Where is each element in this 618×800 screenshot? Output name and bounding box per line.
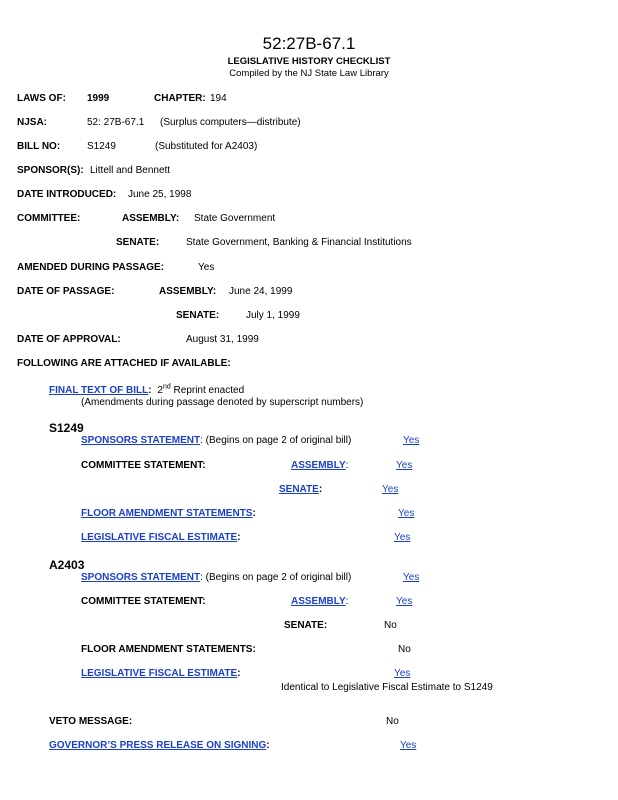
final-text-colon: : xyxy=(148,385,152,396)
committee-senate-value: State Government, Banking & Financial Institutions xyxy=(186,237,412,248)
s1249-fiscal-estimate-link[interactable]: LEGISLATIVE FISCAL ESTIMATE xyxy=(81,532,238,543)
s1249-fiscal-colon: : xyxy=(237,532,241,543)
reprint-text: Reprint enacted xyxy=(173,385,245,396)
a2403-heading: A2403 xyxy=(49,558,85,572)
date-introduced-value: June 25, 1998 xyxy=(128,189,192,200)
committee-label: COMMITTEE: xyxy=(17,213,81,224)
a2403-sponsors-note: : (Begins on page 2 of original bill) xyxy=(200,572,352,583)
a2403-assembly-yes-link[interactable]: Yes xyxy=(396,596,413,607)
s1249-floor-yes-link[interactable]: Yes xyxy=(398,508,415,519)
a2403-sponsors-statement-link[interactable]: SPONSORS STATEMENT xyxy=(81,572,201,583)
bill-no-value: S1249 xyxy=(87,141,116,152)
s1249-fiscal-yes-link[interactable]: Yes xyxy=(394,532,411,543)
s1249-senate-yes-link[interactable]: Yes xyxy=(382,484,399,495)
sponsors-label: SPONSOR(S): xyxy=(17,165,84,176)
s1249-sponsors-yes-link[interactable]: Yes xyxy=(403,435,420,446)
sponsors-value: Littell and Bennett xyxy=(90,165,171,176)
laws-of-label: LAWS OF xyxy=(17,93,63,104)
date-of-approval-value: August 31, 1999 xyxy=(186,334,259,345)
governor-colon: : xyxy=(266,740,270,751)
bill-no-note: (Substituted for A2403) xyxy=(155,141,258,152)
a2403-fiscal-note: Identical to Legislative Fiscal Estimate to S1249 xyxy=(281,682,493,693)
s1249-heading: S1249 xyxy=(49,421,84,435)
s1249-fiscal-row xyxy=(81,532,240,544)
a2403-senate-value: No xyxy=(384,620,397,631)
s1249-senate-row xyxy=(279,484,322,496)
compiled-by: Compiled by the NJ State Law Library xyxy=(229,68,389,79)
amended-value: Yes xyxy=(198,262,215,273)
amended-label: AMENDED DURING PASSAGE: xyxy=(17,262,165,273)
amendments-note: (Amendments during passage denoted by superscript numbers) xyxy=(81,397,364,408)
veto-message-label: VETO MESSAGE: xyxy=(49,716,133,727)
committee-senate-label: SENATE: xyxy=(116,237,160,248)
a2403-senate-label: SENATE: xyxy=(284,620,328,631)
passage-senate-label: SENATE: xyxy=(176,310,220,321)
a2403-fiscal-yes-link[interactable]: Yes xyxy=(394,668,411,679)
passage-assembly-value: June 24, 1999 xyxy=(229,286,293,297)
a2403-floor-label: FLOOR AMENDMENT STATEMENTS: xyxy=(81,644,256,655)
a2403-sponsors-row xyxy=(81,572,351,584)
a2403-sponsors-yes-link[interactable]: Yes xyxy=(403,572,420,583)
a2403-assembly-colon: : xyxy=(345,596,349,607)
bill-no-label: BILL NO: xyxy=(17,141,61,152)
s1249-floor-colon: : xyxy=(252,508,256,519)
governor-press-release-link[interactable]: GOVERNOR’S PRESS RELEASE ON SIGNING xyxy=(49,740,267,751)
chapter-value: 194 xyxy=(210,93,227,104)
laws-of-year: 1999 xyxy=(87,93,110,104)
date-of-passage-label: DATE OF PASSAGE: xyxy=(17,286,115,297)
committee-assembly-value: State Government xyxy=(194,213,276,224)
a2403-fiscal-estimate-link[interactable]: LEGISLATIVE FISCAL ESTIMATE xyxy=(81,668,238,679)
s1249-sponsors-row xyxy=(81,435,351,447)
a2403-assembly-link[interactable]: ASSEMBLY xyxy=(291,596,346,607)
chapter-label: CHAPTER: xyxy=(154,93,206,104)
a2403-committee-label: COMMITTEE STATEMENT: xyxy=(81,596,206,607)
a2403-floor-value: No xyxy=(398,644,411,655)
s1249-senate-link[interactable]: SENATE xyxy=(279,484,319,495)
a2403-fiscal-row xyxy=(81,668,240,680)
s1249-committee-label: COMMITTEE STATEMENT: xyxy=(81,460,206,471)
laws-of-row xyxy=(17,93,66,105)
date-introduced-label: DATE INTRODUCED: xyxy=(17,189,117,200)
governor-yes-link[interactable]: Yes xyxy=(400,740,417,751)
njsa-label: NJSA: xyxy=(17,117,48,128)
document-subtitle: LEGISLATIVE HISTORY CHECKLIST xyxy=(227,56,391,67)
passage-assembly-label: ASSEMBLY: xyxy=(159,286,217,297)
s1249-assembly-colon: : xyxy=(345,460,349,471)
reprint-number: 2 xyxy=(157,385,163,396)
s1249-assembly-row xyxy=(291,460,348,472)
s1249-senate-colon: : xyxy=(318,484,323,495)
s1249-assembly-yes-link[interactable]: Yes xyxy=(396,460,413,471)
s1249-sponsors-note: : (Begins on page 2 of original bill) xyxy=(200,435,352,446)
following-heading: FOLLOWING ARE ATTACHED IF AVAILABLE: xyxy=(17,358,231,369)
date-of-approval-label: DATE OF APPROVAL: xyxy=(17,334,121,345)
governor-press-release-row xyxy=(49,740,270,752)
veto-message-value: No xyxy=(386,716,399,727)
njsa-description: (Surplus computers—distribute) xyxy=(160,117,301,128)
committee-assembly-label: ASSEMBLY: xyxy=(122,213,180,224)
laws-of-colon: : xyxy=(62,93,66,104)
reprint-superscript: nd xyxy=(162,383,171,391)
final-text-row xyxy=(49,385,244,397)
a2403-assembly-row xyxy=(291,596,348,608)
s1249-sponsors-statement-link[interactable]: SPONSORS STATEMENT xyxy=(81,435,201,446)
s1249-floor-row xyxy=(81,508,256,520)
s1249-assembly-link[interactable]: ASSEMBLY xyxy=(291,460,346,471)
final-text-link[interactable]: FINAL TEXT OF BILL xyxy=(49,385,149,396)
passage-senate-value: July 1, 1999 xyxy=(246,310,300,321)
page-title: 52:27B-67.1 xyxy=(262,34,356,53)
a2403-fiscal-colon: : xyxy=(237,668,241,679)
njsa-value: 52: 27B-67.1 xyxy=(87,117,145,128)
s1249-floor-amendment-link[interactable]: FLOOR AMENDMENT STATEMENTS xyxy=(81,508,253,519)
